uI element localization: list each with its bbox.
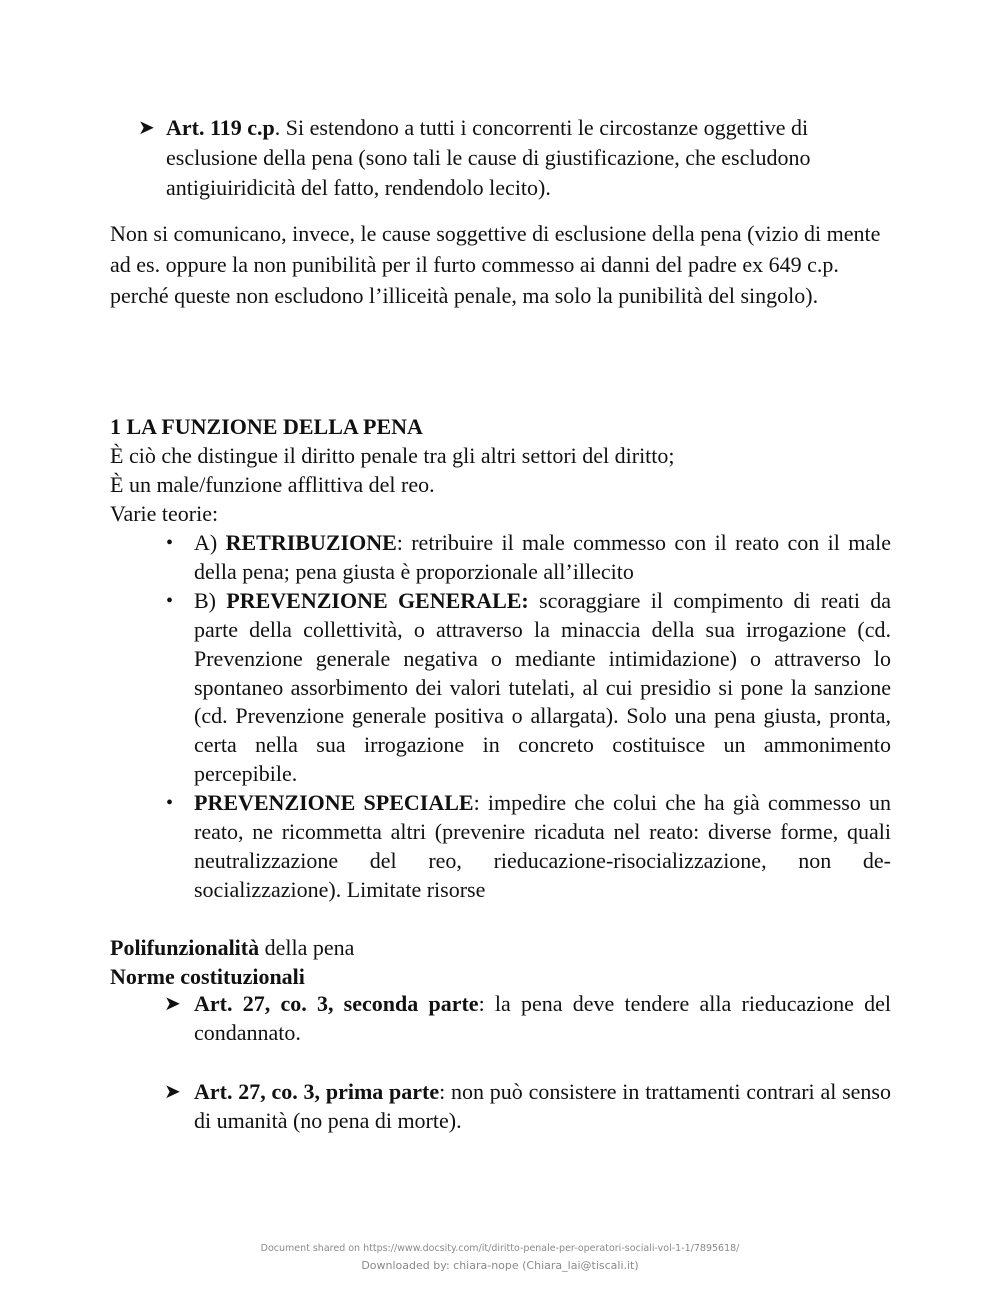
footer-downloaded: Downloaded by: chiara-nope (Chiara_lai@tiscali.it) [361,1259,639,1272]
norme-title: Norme costituzionali [110,964,305,989]
theory-text: : impedire che colui che ha già commesso un reato, ne ricommetta altri (prevenire ricaduta nel reato: diverse forme, quali neutralizzazione del reo, rieducazione-risocializzazione, non de-socializzazione). Limitate risorse [194,790,892,902]
norma-text: : la pena deve tendere alla rieducazione del condannato. [194,991,891,1045]
arrow-bullet-icon: ➤ [164,993,181,1015]
arrow-bullet-icon: ➤ [164,1081,181,1103]
theory-bold: PREVENZIONE SPECIALE [194,790,474,816]
list-item [164,789,891,905]
art119-item [138,113,898,203]
list-item [164,1078,891,1136]
art119-text [166,113,898,203]
arrow-bullet-icon: ➤ [138,117,155,139]
theory-prefix: A) [194,530,226,555]
list-item [164,529,891,587]
section-line-1: È ciò che distingue il diritto penale tra gli altri settori del diritto; [110,443,675,468]
norma-bold: Art. 27, co. 3, prima parte [194,1079,440,1104]
norma-bold: Art. 27, co. 3, seconda parte [194,991,479,1016]
norma-text: : non può consistere in trattamenti contrari al senso di umanità (no pena di morte). [194,1079,891,1133]
dot-bullet-icon: • [166,792,174,815]
theory-bold: RETRIBUZIONE [225,530,397,555]
section-line-3: Varie teorie: [110,501,219,526]
theory-prefix: B) [194,587,227,613]
theory-text: scoraggiare il compimento di reati da parte della collettività, o attraverso la minaccia della sua irrogazione (cd. Prevenzione generale negativa o mediante intimidazione) o attraverso lo spontaneo assorbimento dei valori tutelati, al cui presidio si pone la sanzione (cd. Prevenzione generale positiva o allargata). Solo una pena giusta, pronta, certa nella sua irrogazione in concreto costituisce un ammonimento percepibile. [194,587,892,787]
theories-list [164,529,891,905]
norme-item-2 [164,1078,891,1136]
list-item [164,990,891,1048]
polifunzionalita-line [110,933,900,962]
polifunzionalita-text: della pena [259,935,355,960]
section-line-2: È un male/funzione afflittiva del reo. [110,472,435,497]
dot-bullet-icon: • [166,532,174,554]
theory-bold: PREVENZIONE GENERALE: [226,587,529,613]
art119-body: . Si estendono a tutti i concorrenti le circostanze oggettive di esclusione della pena (sono tali le cause di giustificazione, che escludono antigiuiridicità del fatto, rendendolo lecito). [166,115,811,200]
art119-bold: Art. 119 c.p [166,115,275,140]
paragraph-non-comunicano: Non si comunicano, invece, le cause soggettive di esclusione della pena (vizio di mente ad es. oppure la non punibilità per il furto commesso ai danni del padre ex 649 c.p. perché queste non escludono l’illiceità penale, ma solo la punibilità del singolo). [110,221,881,308]
list-item [164,587,891,789]
footer-shared: Document shared on https://www.docsity.com/it/diritto-penale-per-operatori-sociali-vol-1-1/7895618/ [260,1243,740,1254]
section-title: 1 LA FUNZIONE DELLA PENA [110,414,423,439]
norme-item-1 [164,990,891,1048]
section-funzione-pena [110,412,900,528]
dot-bullet-icon: • [166,589,174,612]
polifunzionalita-bold: Polifunzionalità [110,935,260,960]
norme-heading-block [110,933,900,991]
theory-text: : retribuire il male commesso con il reato con il male della pena; pena giusta è proporzionale all’illecito [194,530,891,584]
